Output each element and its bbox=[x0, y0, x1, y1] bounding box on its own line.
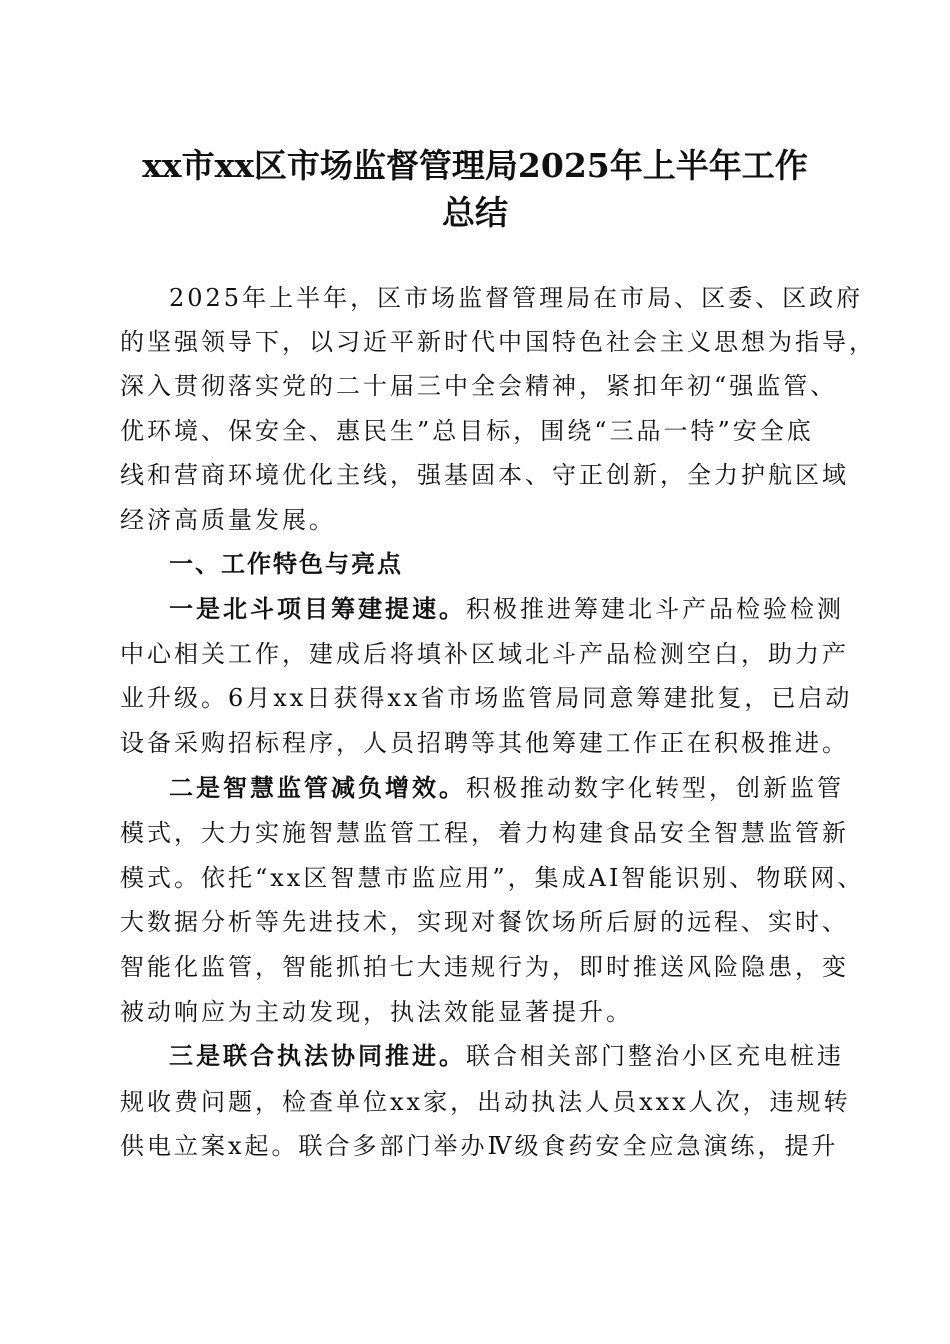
item1-line: 设备采购招标程序，人员招聘等其他筹建工作正在积极推进。 bbox=[120, 729, 849, 757]
item2-line: 模式，大力实施智慧监管工程，着力构建食品安全智慧监管新 bbox=[120, 819, 849, 847]
item3-first-line bbox=[169, 1041, 844, 1071]
item2-line: 被动响应为主动发现，执法效能显著提升。 bbox=[120, 998, 633, 1026]
item2-line: 模式。依托“xx区智慧市监应用”，集成AI智能识别、物联网、 bbox=[120, 864, 865, 892]
item3-line: 供电立案x起。联合多部门举办Ⅳ级食药安全应急演练，提升 bbox=[120, 1132, 839, 1160]
intro-line: 深入贯彻落实党的二十届三中全会精神，紧扣年初“强监管、 bbox=[120, 372, 838, 400]
item2-first-rest: 积极推动数字化转型，创新监管 bbox=[466, 774, 844, 802]
intro-line: 2025年上半年，区市场监督管理局在市局、区委、区政府 bbox=[169, 284, 864, 312]
item1-line: 中心相关工作，建成后将填补区域北斗产品检测空白，助力产 bbox=[120, 640, 849, 668]
item2-line: 智能化监管，智能抓拍七大违规行为，即时推送风险隐患，变 bbox=[120, 953, 849, 981]
item2-first-line bbox=[169, 773, 844, 803]
item3-lead: 三是联合执法协同推进。 bbox=[169, 1041, 466, 1070]
intro-line: 优环境、保安全、惠民生”总目标，围绕“三品一特”安全底 bbox=[120, 417, 814, 445]
item1-line: 业升级。6月xx日获得xx省市场监管局同意筹建批复，已启动 bbox=[120, 684, 853, 712]
item1-first-line bbox=[169, 594, 844, 624]
item1-lead: 一是北斗项目筹建提速。 bbox=[169, 594, 466, 623]
document-title-line-1: xx市xx区市场监督管理局2025年上半年工作 bbox=[142, 146, 808, 185]
item2-line: 大数据分析等先进技术，实现对餐饮场所后厨的远程、实时、 bbox=[120, 908, 849, 936]
item1-first-rest: 积极推进筹建北斗产品检验检测 bbox=[466, 595, 844, 623]
item3-line: 规收费问题，检查单位xx家，出动执法人员xxx人次，违规转 bbox=[120, 1088, 851, 1116]
section-heading: 一、工作特色与亮点 bbox=[169, 550, 403, 578]
intro-line: 的坚强领导下，以习近平新时代中国特色社会主义思想为指导， bbox=[120, 328, 876, 356]
intro-line: 经济高质量发展。 bbox=[120, 506, 336, 534]
item2-lead: 二是智慧监管减负增效。 bbox=[169, 773, 466, 802]
item3-first-rest: 联合相关部门整治小区充电桩违 bbox=[466, 1042, 844, 1070]
intro-line: 线和营商环境优化主线，强基固本、守正创新，全力护航区域 bbox=[120, 461, 849, 489]
document-title-line-2: 总结 bbox=[442, 193, 508, 232]
